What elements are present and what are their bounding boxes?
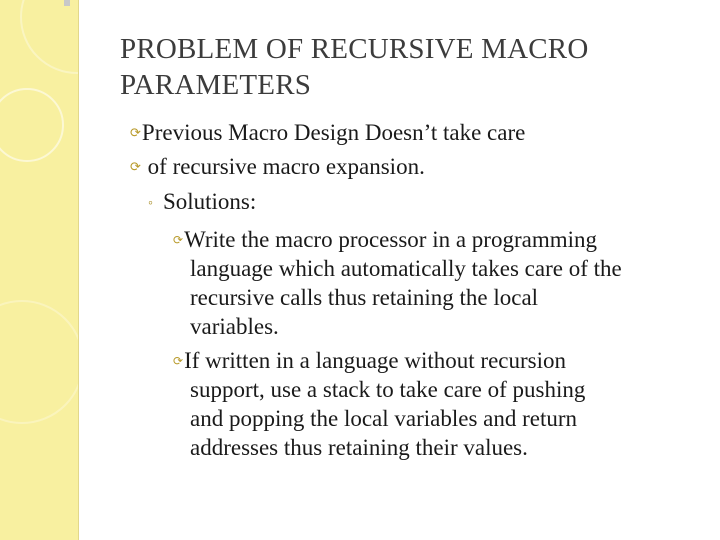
bullet-continuation: language which automatically takes care of the (190, 256, 622, 281)
bullet-item-level1 (130, 152, 425, 181)
bullet-text: If written in a language without recursion (184, 348, 566, 373)
bullet-item-level2 (148, 187, 256, 218)
bullet-text: Solutions: (162, 189, 257, 214)
bullet-continuation: and popping the local variables and return (190, 406, 578, 431)
bullet-text: of recursive macro expansion. (141, 154, 425, 179)
bullet-icon: ◦ (148, 196, 153, 211)
bullet-text: Previous Macro Design Doesn’t take care (141, 120, 526, 145)
bullet-text: Write the macro processor in a programming (184, 227, 597, 252)
bullet-continuation: variables. (190, 314, 279, 339)
bullet-item-level1 (130, 118, 525, 147)
bullet-icon: ⟳ (173, 233, 184, 247)
bullet-item-level3 (173, 225, 597, 255)
bullet-continuation: support, use a stack to take care of pushing (190, 377, 586, 402)
bullet-icon: ⟳ (130, 125, 141, 140)
slide-title-line-2: PARAMETERS (120, 69, 312, 101)
bullet-continuation: recursive calls thus retaining the local (190, 285, 539, 310)
bullet-continuation: addresses thus retaining their values. (190, 435, 528, 460)
bullet-item-level3 (173, 346, 566, 376)
slide-title-line-1: PROBLEM OF RECURSIVE MACRO (120, 33, 589, 65)
bullet-icon: ⟳ (173, 354, 184, 368)
bullet-icon: ⟳ (130, 159, 141, 174)
